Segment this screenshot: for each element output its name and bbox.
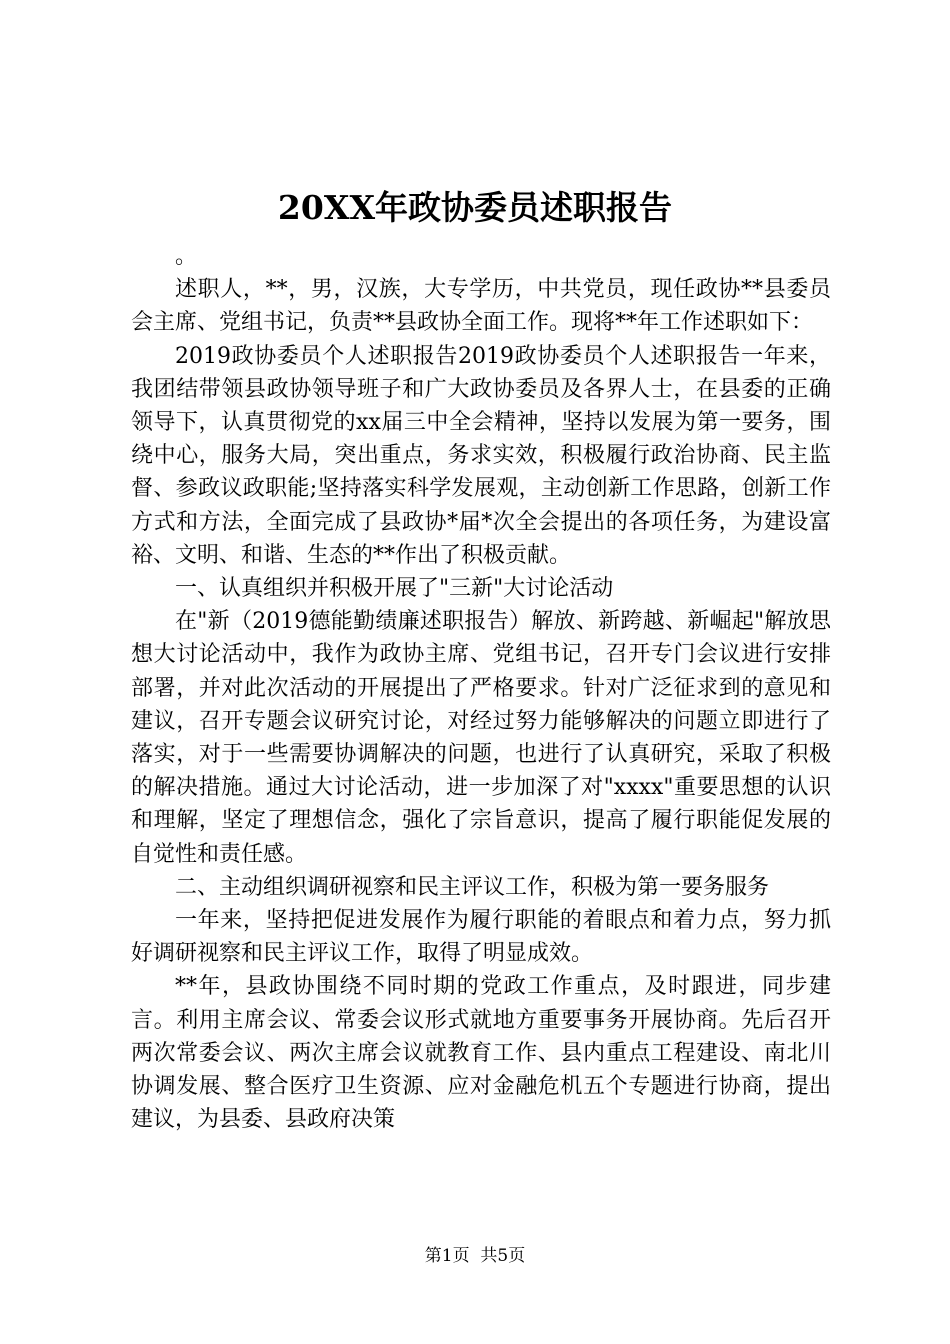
document-body	[131, 240, 831, 1136]
page-number: 第1页	[424, 1246, 470, 1266]
paragraph: 。	[175, 244, 198, 269]
section-heading: 二、主动组织调研视察和民主评议工作，积极为第一要务服务	[175, 874, 770, 900]
paragraph: 在"新（2019德能勤绩廉述职报告）解放、新跨越、新崛起"解放思想大讨论活动中，我作为政协主席、党组书记，召开专门会议进行安排部署，并对此次活动的开展提出了严格要求。针对广泛征求到的意见和建议，召开专题会议研究讨论，对经过努力能够解决的问题立即进行了落实，对于一些需要协调解决的问题，也进行了认真研究，采取了积极的解决措施。通过大讨论活动，进一步加深了对"xxxx"重要思想的认识和理解，坚定了理想信念，强化了宗旨意识，提高了履行职能促发展的自觉性和责任感。	[131, 609, 831, 867]
paragraph: **年，县政协围绕不同时期的党政工作重点，及时跟进，同步建言。利用主席会议、常委会议形式就地方重要事务开展协商。先后召开两次常委会议、两次主席会议就教育工作、县内重点工程建设、南北川协调发展、整合医疗卫生资源、应对金融危机五个专题进行协商，提出建议，为县委、县政府决策	[131, 974, 831, 1133]
section-heading: 一、认真组织并积极开展了"三新"大讨论活动	[175, 576, 614, 602]
page-footer	[0, 1245, 950, 1267]
paragraph: 一年来，坚持把促进发展作为履行职能的着眼点和着力点，努力抓好调研视察和民主评议工作，取得了明显成效。	[131, 908, 831, 967]
document-title: 20XX年政协委员述职报告	[277, 188, 673, 227]
paragraph: 2019政协委员个人述职报告2019政协委员个人述职报告一年来，我团结带领县政协领导班子和广大政协委员及各界人士，在县委的正确领导下，认真贯彻党的xx届三中全会精神，坚持以发展为第一要务，围绕中心，服务大局，突出重点，务求实效，积极履行政治协商、民主监督、参政议政职能;坚持落实科学发展观，主动创新工作思路，创新工作方式和方法，全面完成了县政协*届*次全会提出的各项任务，为建设富裕、文明、和谐、生态的**作出了积极贡献。	[131, 343, 831, 568]
paragraph: 述职人，**，男，汉族，大专学历，中共党员，现任政协**县委员会主席、党组书记，负责**县政协全面工作。现将**年工作述职如下：	[131, 277, 831, 336]
page-total: 共5页	[480, 1246, 526, 1266]
